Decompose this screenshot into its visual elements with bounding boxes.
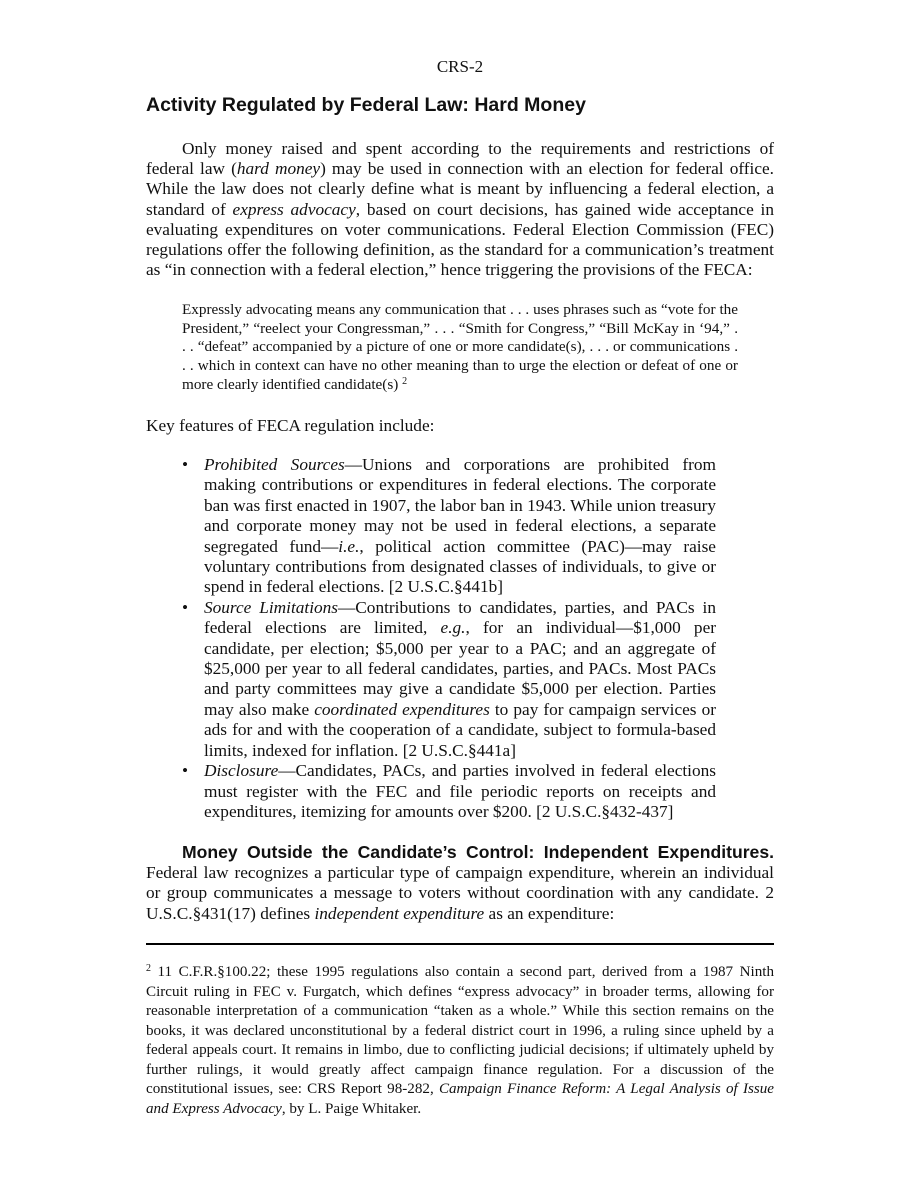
independent-text-1: Federal law recognizes a particular type of campaign expenditure, wherein an individual or group communicates a message to voters without coordination with any candidate. 2 U.S.C.§431(17) defines (146, 863, 774, 923)
feature-list (182, 455, 716, 822)
block-quote (182, 301, 738, 395)
intro-text-2: ) may be used in connection with an election for federal office. While the law does not clearly define what is meant by influencing a federal election, a standard of (146, 159, 774, 219)
intro-text-3: , based on court decisions, has gained wide acceptance in evaluating expenditures on voter communications. Federal Election Commission (FEC) regulations offer the following definition, as the standard for a communication’s treatment as “in connection with a federal election,” hence triggering the provisions of the FECA: (146, 199, 774, 280)
footnote (146, 963, 774, 1119)
footnote-text-1: 11 C.F.R.§100.22; these 1995 regulations also contain a second part, derived from a 1987 Ninth Circuit ruling in FEC v. Furgatch, which defines “express advocacy” in broader terms, allowing for reasonable interpretation of a communication “taken as a whole.” While this section remains on the books, it was declared unconstitutional by a federal district court in 1996, a ruling since upheld by a federal appeals court. It remains in limbo, due to conflicting judicial decisions; if ultimately upheld by further rulings, it would greatly affect campaign finance regulation. For a discussion of the constitutional issues, see: CRS Report 98-282, (146, 964, 774, 1097)
independent-expenditures-paragraph (146, 842, 774, 924)
intro-paragraph (146, 139, 774, 280)
intro-italic-express-advocacy: express advocacy (232, 199, 356, 219)
independent-italic: independent expenditure (314, 903, 485, 923)
bullet-italic: coordinated expenditures (314, 699, 490, 719)
bullet-italic: e.g. (440, 618, 466, 638)
bullet-text: —Contributions to candidates, parties, and PACs in federal elections are limited, (204, 597, 716, 638)
quote-text: Expressly advocating means any communication that . . . uses phrases such as “vote for the President,” “reelect your Congressman,” . . . “Smith for Congress,” “Bill McKay in ‘94,” . . . “defeat” accompanied by a picture of one or more candidate(s), . . . or communications . . . which in context can have no other meaning than to urge the election or defeat of one or more clearly identified candidate(s) (182, 301, 738, 393)
bullet-icon: • (182, 597, 189, 617)
bullet-text: —Unions and corporations are prohibited from making contributions or expenditures in federal elections. The corporate ban was first enacted in 1907, the labor ban in 1943. While union treasury and corporate money may not be used in federal elections, a separate segregated fund— (204, 455, 716, 556)
list-item (182, 455, 716, 598)
key-features-lead: Key features of FECA regulation include: (146, 416, 435, 435)
bullet-italic: i.e. (338, 536, 360, 556)
quote-footnote-ref: 2 (402, 375, 408, 387)
bullet-term: Source Limitations (204, 597, 338, 617)
bullet-icon: • (182, 455, 189, 474)
list-item (182, 598, 716, 761)
bullet-text: to pay for campaign services or ads for and with the cooperation of a candidate, subject to formula-based limits, indexed for inflation. [2 U.S.C.§441a] (204, 699, 716, 760)
independent-text-2: as an expenditure: (484, 903, 615, 923)
bullet-icon: • (182, 761, 189, 781)
bullet-text: —Candidates, PACs, and parties involved in federal elections must register with the FEC and file periodic reports on receipts and expenditures, itemizing for amounts over $200. [2 U.S.C.§432-437] (204, 761, 716, 821)
section-heading: Activity Regulated by Federal Law: Hard Money (146, 94, 586, 116)
footnote-divider (146, 943, 774, 945)
bullet-text: , political action committee (PAC)—may raise voluntary contributions from designated classes of individuals, to give or spend in federal elections. [2 U.S.C.§441b] (204, 536, 716, 597)
footnote-text-2: , by L. Paige Whitaker. (281, 1100, 422, 1117)
footnote-italic-title: Campaign Finance Reform: A Legal Analysis of Issue and Express Advocacy (146, 1081, 774, 1117)
bullet-text: , for an individual—$1,000 per candidate, per election; $5,000 per year to a PAC; and an aggregate of $25,000 per year to all federal candidates, parties, and PACs. Most PACs and party committees may give a candidate $5,000 per election. Parties may also make (204, 618, 716, 719)
bullet-term: Prohibited Sources (204, 455, 345, 474)
run-in-heading: Money Outside the Candidate’s Control: Independent Expenditures. (182, 842, 774, 862)
list-item (182, 761, 716, 822)
bullet-term: Disclosure (204, 761, 279, 781)
intro-italic-hard-money: hard money (236, 159, 321, 179)
page-number: CRS-2 (436, 57, 484, 76)
intro-text-1: Only money raised and spent according to the requirements and restrictions of federal law ( (146, 139, 774, 179)
footnote-number: 2 (146, 963, 151, 974)
